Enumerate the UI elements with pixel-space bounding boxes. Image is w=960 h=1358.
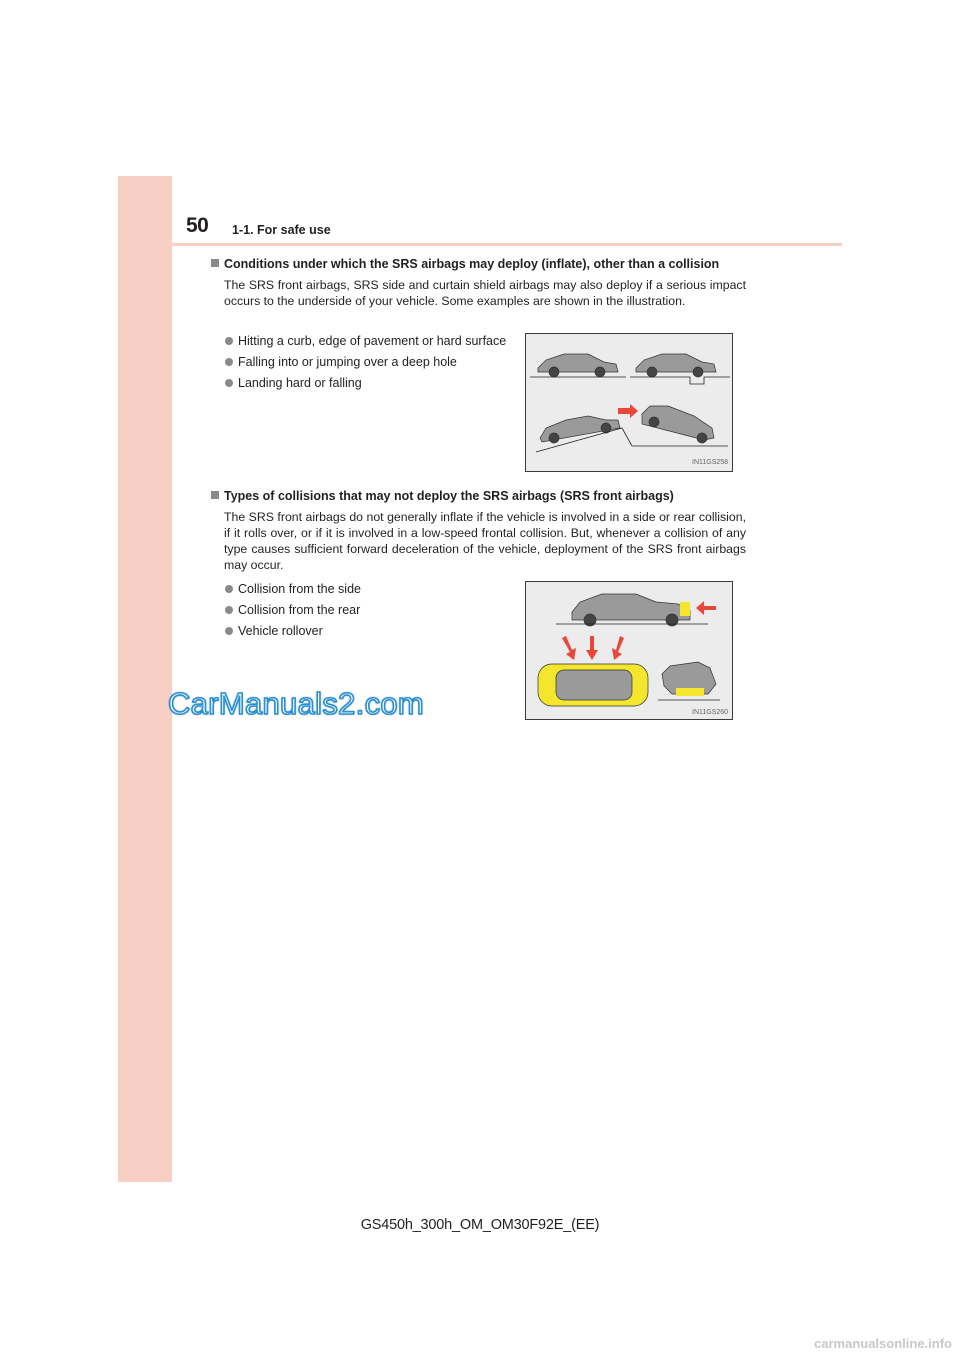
list-item: Collision from the side [224, 581, 514, 597]
car-hitting-curb [538, 354, 618, 377]
list-item: Vehicle rollover [224, 623, 514, 639]
section2-heading [211, 489, 674, 503]
square-bullet-icon [211, 491, 219, 499]
watermark: CarManuals2.com [168, 686, 425, 721]
section2-heading-text: Types of collisions that may not deploy the SRS airbags (SRS front airbags) [224, 489, 674, 503]
section1-heading-text: Conditions under which the SRS airbags may deploy (inflate), other than a collision [224, 257, 720, 271]
collision-types-illustration [525, 581, 733, 720]
round-bullet-icon [225, 379, 233, 387]
figure-code: IN11GS258 [692, 459, 729, 466]
car-on-slope [540, 416, 620, 443]
list-item: Collision from the rear [224, 602, 514, 618]
car-rollover [662, 662, 716, 696]
car-side-collision-top-view [538, 664, 648, 706]
section2-body: The SRS front airbags do not generally inflate if the vehicle is involved in a side or rear collision, if it rolls over, or if it is involved in a low-speed frontal collision. But, whenever a collision of any type causes sufficient forward deceleration of the vehicle, deployment of the SRS front airbags may occur. [224, 510, 746, 572]
round-bullet-icon [225, 337, 233, 345]
figure-code: IN11GS260 [692, 709, 729, 716]
red-arrow-icon [618, 404, 638, 418]
square-bullet-icon [211, 259, 219, 267]
red-arrow-icon [562, 636, 576, 660]
section-title: 1-1. For safe use [232, 223, 331, 237]
header-rule [118, 243, 842, 246]
round-bullet-icon [225, 606, 233, 614]
footer-site-watermark: carmanualsonline.info [814, 1336, 952, 1351]
red-arrow-icon [696, 601, 716, 615]
list-item: Hitting a curb, edge of pavement or hard surface [224, 333, 514, 349]
round-bullet-icon [225, 358, 233, 366]
car-rear-collision [572, 594, 690, 626]
car-landing-hard [642, 406, 714, 443]
list-item: Falling into or jumping over a deep hole [224, 354, 514, 370]
section1-bullet-list [224, 333, 514, 396]
section1-body: The SRS front airbags, SRS side and curtain shield airbags may also deploy if a serious impact occurs to the underside of your vehicle. Some examples are shown in the illustration. [224, 278, 746, 308]
red-arrow-icon [612, 636, 624, 660]
underside-impact-illustration [525, 333, 733, 472]
chapter-side-tab [118, 176, 172, 1182]
round-bullet-icon [225, 585, 233, 593]
footer-document-code: GS450h_300h_OM_OM30F92E_(EE) [360, 1217, 600, 1233]
section1-heading [211, 257, 719, 271]
list-item: Landing hard or falling [224, 375, 514, 391]
round-bullet-icon [225, 627, 233, 635]
section2-bullet-list [224, 581, 514, 644]
car-over-hole [636, 354, 716, 377]
page-number: 50 [186, 214, 209, 237]
red-arrow-icon [586, 636, 598, 660]
